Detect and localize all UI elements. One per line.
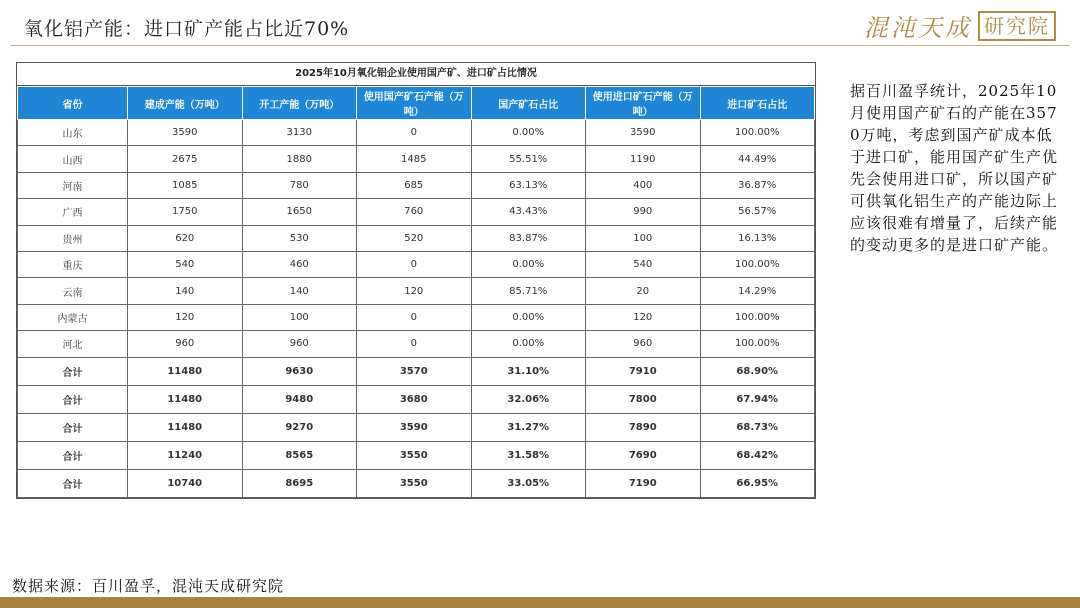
table-cell: 685 xyxy=(357,172,472,198)
table-cell: 7800 xyxy=(586,385,701,413)
table-row xyxy=(18,146,815,172)
table-cell: 31.58% xyxy=(471,441,586,469)
table-cell: 120 xyxy=(357,278,472,304)
table-cell: 0.00% xyxy=(471,331,586,357)
table-cell: 780 xyxy=(242,172,357,198)
table-cell: 67.94% xyxy=(700,385,815,413)
table-cell: 3590 xyxy=(357,413,472,441)
table-cell: 0 xyxy=(357,331,472,357)
table-row xyxy=(18,331,815,357)
table-cell: 960 xyxy=(242,331,357,357)
table-cell: 540 xyxy=(128,251,243,277)
table-cell: 36.87% xyxy=(700,172,815,198)
table-cell: 140 xyxy=(242,278,357,304)
table-header-row xyxy=(18,87,815,120)
table-cell: 8565 xyxy=(242,441,357,469)
capacity-table-container xyxy=(16,62,816,499)
column-header: 建成产能（万吨） xyxy=(128,87,243,120)
table-row xyxy=(18,304,815,330)
table-cell: 山西 xyxy=(18,146,128,172)
table-cell: 100.00% xyxy=(700,251,815,277)
table-cell: 0.00% xyxy=(471,120,586,146)
table-cell: 120 xyxy=(128,304,243,330)
table-cell: 3680 xyxy=(357,385,472,413)
capacity-table xyxy=(17,86,815,498)
table-cell: 100 xyxy=(586,225,701,251)
table-cell: 11480 xyxy=(128,357,243,385)
table-cell: 7890 xyxy=(586,413,701,441)
table-total-row xyxy=(18,441,815,469)
column-header: 使用国产矿石产能（万吨） xyxy=(357,87,472,120)
table-cell: 32.06% xyxy=(471,385,586,413)
logo-main-text: 混沌天成 xyxy=(864,14,972,42)
table-cell: 2675 xyxy=(128,146,243,172)
column-header: 国产矿石占比 xyxy=(471,87,586,120)
table-cell: 贵州 xyxy=(18,225,128,251)
table-cell: 0 xyxy=(357,304,472,330)
table-cell: 68.90% xyxy=(700,357,815,385)
table-cell: 120 xyxy=(586,304,701,330)
table-cell: 重庆 xyxy=(18,251,128,277)
table-cell: 960 xyxy=(586,331,701,357)
table-cell: 620 xyxy=(128,225,243,251)
table-cell: 55.51% xyxy=(471,146,586,172)
table-cell: 合计 xyxy=(18,469,128,497)
table-cell: 68.73% xyxy=(700,413,815,441)
table-cell: 31.27% xyxy=(471,413,586,441)
table-cell: 400 xyxy=(586,172,701,198)
table-cell: 100 xyxy=(242,304,357,330)
column-header: 进口矿石占比 xyxy=(700,87,815,120)
table-cell: 广西 xyxy=(18,199,128,225)
table-cell: 68.42% xyxy=(700,441,815,469)
table-row xyxy=(18,172,815,198)
table-total-row xyxy=(18,357,815,385)
table-total-row xyxy=(18,413,815,441)
table-cell: 0 xyxy=(357,120,472,146)
table-cell: 1650 xyxy=(242,199,357,225)
table-cell: 960 xyxy=(128,331,243,357)
column-header: 省份 xyxy=(18,87,128,120)
table-body xyxy=(18,120,815,498)
table-cell: 990 xyxy=(586,199,701,225)
page-title: 氧化铝产能：进口矿产能占比近70% xyxy=(24,18,350,40)
table-cell: 11480 xyxy=(128,385,243,413)
table-cell: 7690 xyxy=(586,441,701,469)
table-cell: 16.13% xyxy=(700,225,815,251)
column-header: 开工产能（万吨） xyxy=(242,87,357,120)
table-cell: 合计 xyxy=(18,385,128,413)
table-cell: 43.43% xyxy=(471,199,586,225)
footer-bar xyxy=(0,597,1080,608)
table-cell: 3590 xyxy=(128,120,243,146)
table-cell: 140 xyxy=(128,278,243,304)
table-cell: 11240 xyxy=(128,441,243,469)
table-row xyxy=(18,199,815,225)
table-cell: 1085 xyxy=(128,172,243,198)
logo-sub-text: 研究院 xyxy=(978,11,1056,41)
table-cell: 14.29% xyxy=(700,278,815,304)
table-cell: 合计 xyxy=(18,357,128,385)
table-cell: 33.05% xyxy=(471,469,586,497)
table-cell: 3130 xyxy=(242,120,357,146)
table-cell: 云南 xyxy=(18,278,128,304)
table-cell: 520 xyxy=(357,225,472,251)
table-cell: 合计 xyxy=(18,413,128,441)
table-cell: 760 xyxy=(357,199,472,225)
table-row xyxy=(18,225,815,251)
table-cell: 河南 xyxy=(18,172,128,198)
table-cell: 66.95% xyxy=(700,469,815,497)
table-cell: 63.13% xyxy=(471,172,586,198)
table-cell: 3550 xyxy=(357,441,472,469)
table-cell: 1880 xyxy=(242,146,357,172)
table-cell: 3570 xyxy=(357,357,472,385)
table-cell: 3550 xyxy=(357,469,472,497)
table-cell: 100.00% xyxy=(700,120,815,146)
table-cell: 内蒙古 xyxy=(18,304,128,330)
table-row xyxy=(18,278,815,304)
table-cell: 44.49% xyxy=(700,146,815,172)
brand-logo xyxy=(864,8,1056,43)
table-cell: 1750 xyxy=(128,199,243,225)
table-cell: 20 xyxy=(586,278,701,304)
title-divider xyxy=(10,45,1070,46)
table-row xyxy=(18,120,815,146)
table-cell: 31.10% xyxy=(471,357,586,385)
table-cell: 7190 xyxy=(586,469,701,497)
table-cell: 河北 xyxy=(18,331,128,357)
table-cell: 100.00% xyxy=(700,304,815,330)
table-total-row xyxy=(18,385,815,413)
table-cell: 100.00% xyxy=(700,331,815,357)
table-cell: 山东 xyxy=(18,120,128,146)
table-cell: 460 xyxy=(242,251,357,277)
table-cell: 合计 xyxy=(18,441,128,469)
table-cell: 7910 xyxy=(586,357,701,385)
commentary-text: 据百川盈孚统计，2025年10月使用国产矿石的产能在3570万吨，考虑到国产矿成本低于进口矿，能用国产矿生产优先会使用进口矿，所以国产矿可供氧化铝生产的产能边际上应该很难有增量了，后续产能的变动更多的是进口矿产能。 xyxy=(850,82,1059,254)
table-cell: 0.00% xyxy=(471,304,586,330)
table-cell: 0.00% xyxy=(471,251,586,277)
table-cell: 9480 xyxy=(242,385,357,413)
table-cell: 56.57% xyxy=(700,199,815,225)
table-cell: 9630 xyxy=(242,357,357,385)
table-cell: 8695 xyxy=(242,469,357,497)
table-cell: 10740 xyxy=(128,469,243,497)
table-cell: 83.87% xyxy=(471,225,586,251)
data-source-note: 数据来源：百川盈孚，混沌天成研究院 xyxy=(12,577,285,595)
table-row xyxy=(18,251,815,277)
table-cell: 11480 xyxy=(128,413,243,441)
table-total-row xyxy=(18,469,815,497)
table-cell: 530 xyxy=(242,225,357,251)
column-header: 使用进口矿石产能（万吨） xyxy=(586,87,701,120)
table-cell: 9270 xyxy=(242,413,357,441)
table-cell: 85.71% xyxy=(471,278,586,304)
table-cell: 540 xyxy=(586,251,701,277)
table-caption: 2025年10月氧化铝企业使用国产矿、进口矿占比情况 xyxy=(17,63,815,86)
table-cell: 3590 xyxy=(586,120,701,146)
table-cell: 0 xyxy=(357,251,472,277)
table-cell: 1190 xyxy=(586,146,701,172)
table-cell: 1485 xyxy=(357,146,472,172)
